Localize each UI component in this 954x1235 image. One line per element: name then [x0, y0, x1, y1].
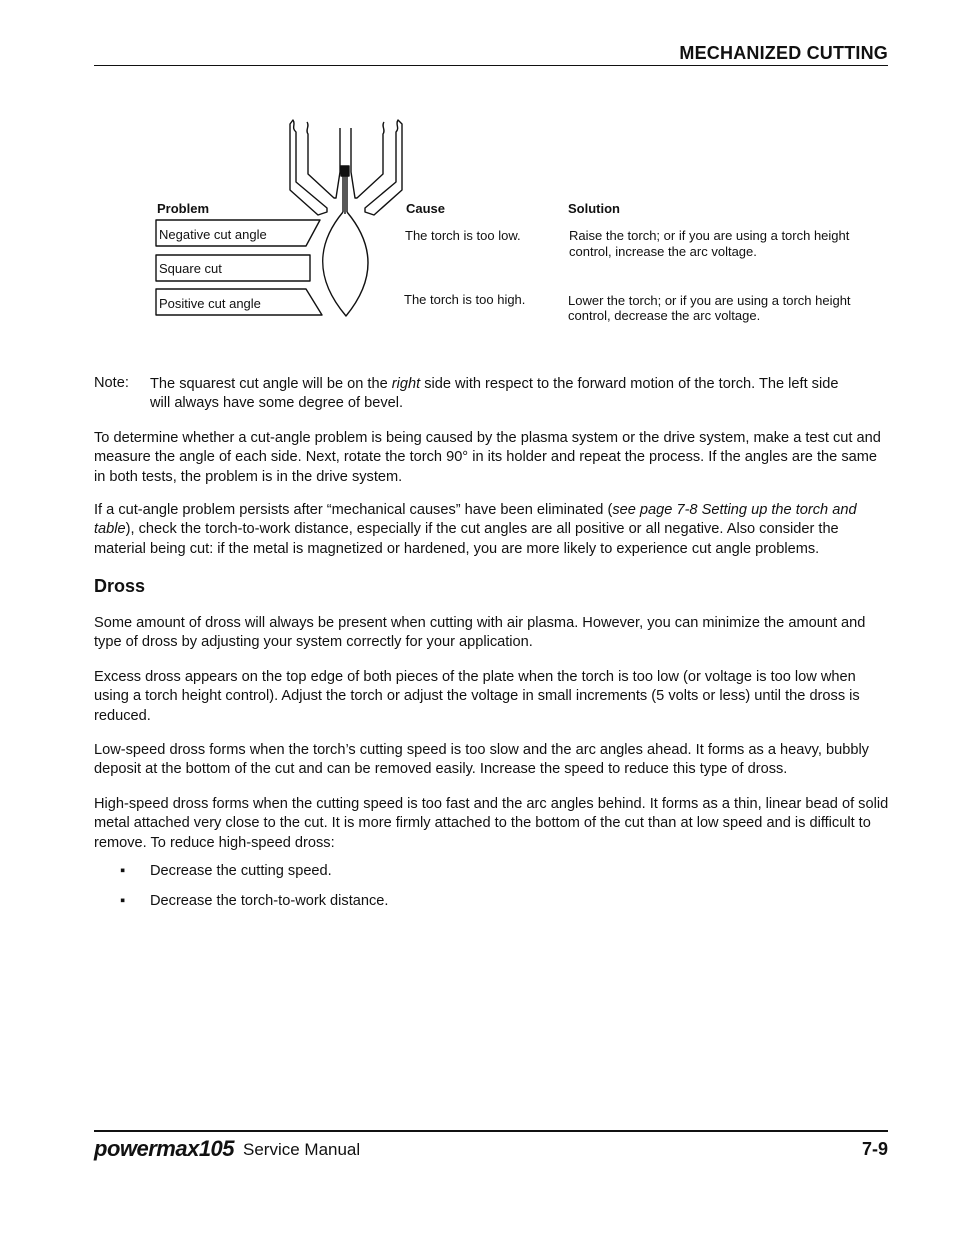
cut-angle-figure	[150, 112, 880, 332]
header-rule	[94, 65, 888, 66]
solution-too-high-line1: Lower the torch; or if you are using a torch height	[568, 293, 851, 308]
note-body	[150, 375, 890, 414]
manual-title: Service Manual	[243, 1140, 361, 1159]
torch-electrode	[341, 166, 349, 176]
page-number: 7-9	[861, 1139, 888, 1159]
note-line-1: The squarest cut angle will be on the right side with respect to the forward motion of the torch. The left side	[150, 376, 839, 392]
torch-nozzle-left	[307, 122, 340, 198]
product-logo: powermax105	[94, 1136, 235, 1161]
torch-nozzle-right	[351, 122, 384, 198]
bullet-marker: ▪	[120, 893, 126, 909]
solution-too-low-line2: control, increase the arc voltage.	[569, 244, 757, 259]
paragraph-mechanical-causes: If a cut-angle problem persists after “mechanical causes” have been eliminated (see page 7-8 Setting up the torch and table), check the torch-to-work distance, especially if the cut angles are all positive or all negative. Also consider the material being cut: if the metal is magnetized or hardened, you are more likely to experience cut angle problems.	[94, 502, 857, 557]
paragraph-excess-dross: Excess dross appears on the top edge of both pieces of the plate when the torch is too low (or voltage is too low when using a torch height control). Adjust the torch or adjust the voltage in small increments (5 volts or less) until the dross is reduced.	[94, 669, 860, 724]
solution-too-high-line2: control, decrease the arc voltage.	[568, 308, 761, 323]
page-section-title: MECHANIZED CUTTING	[679, 43, 888, 63]
column-header-problem: Problem	[157, 201, 210, 216]
paragraph-dross-intro: Some amount of dross will always be present when cutting with air plasma. However, you can minimize the amount and type of dross by adjusting your system correctly for your application.	[94, 615, 866, 651]
problem-label-positive: Positive cut angle	[159, 296, 261, 311]
section-heading-dross: Dross	[94, 576, 146, 596]
paragraph-low-speed-dross: Low-speed dross forms when the torch’s cutting speed is too slow and the arc angles ahead. It forms as a heavy, bubbly deposit at the bottom of the cut and can be removed easily. Increase the speed to reduce this type of dross.	[94, 742, 869, 778]
column-header-solution: Solution	[568, 201, 620, 216]
note-line-2: will always have some degree of bevel.	[150, 395, 404, 412]
bullet-item: Decrease the cutting speed.	[150, 863, 332, 879]
problem-label-negative: Negative cut angle	[159, 227, 267, 242]
bullet-item: Decrease the torch-to-work distance.	[150, 893, 389, 909]
problem-label-square: Square cut	[159, 261, 222, 276]
cause-too-low: The torch is too low.	[405, 228, 521, 243]
note-label: Note:	[94, 375, 129, 391]
bullet-marker: ▪	[120, 863, 126, 879]
cause-too-high: The torch is too high.	[404, 292, 526, 307]
solution-too-low-line1: Raise the torch; or if you are using a torch height	[569, 228, 850, 243]
arc-bulb	[323, 212, 368, 316]
paragraph-test-cut: To determine whether a cut-angle problem is being caused by the plasma system or the drive system, make a test cut and measure the angle of each side. Next, rotate the torch 90° in its holder and repeat the process. If the angles are the same in both tests, the problem is in the drive system.	[94, 430, 881, 485]
footer-rule	[94, 1130, 888, 1132]
paragraph-high-speed-dross: High-speed dross forms when the cutting speed is too fast and the arc angles behind. It forms as a thin, linear bead of solid metal attached very close to the cut. It is more firmly attached to the bottom of the cut than at low speed and is difficult to remove. To reduce high-speed dross:	[94, 796, 889, 851]
column-header-cause: Cause	[406, 201, 446, 216]
